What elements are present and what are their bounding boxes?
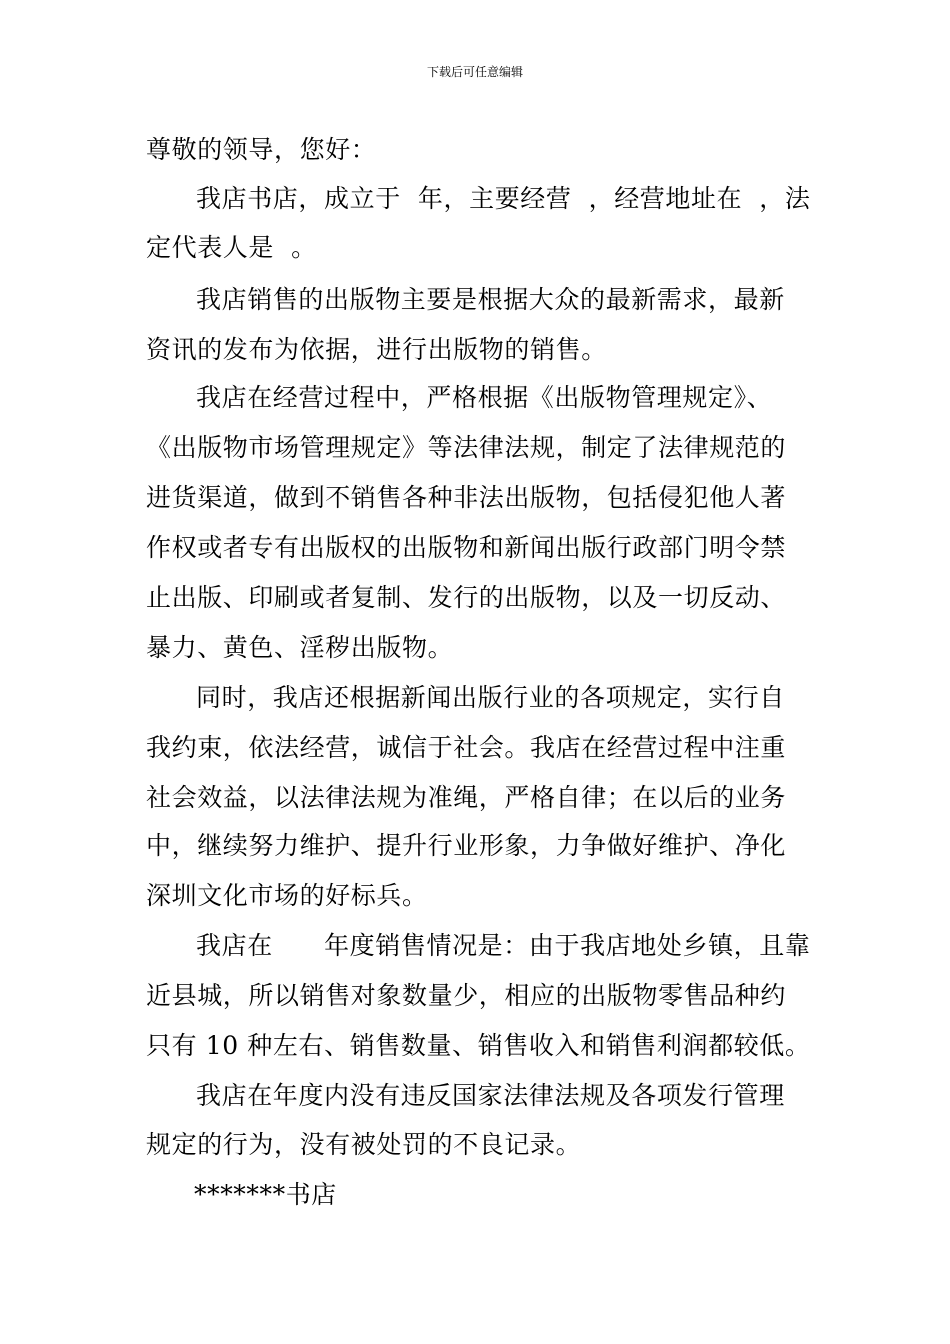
paragraph-line: 我店在 年度销售情况是：由于我店地处乡镇，且靠 (196, 931, 811, 960)
greeting: 尊敬的领导，您好： (146, 135, 377, 164)
paragraph-line: 同时，我店还根据新闻出版行业的各项规定，实行自 (196, 683, 785, 712)
paragraph-line: 深圳文化市场的好标兵。 (146, 881, 428, 910)
paragraph-line: 止出版、印刷或者复制、发行的出版物，以及一切反动、 (146, 583, 787, 612)
paragraph-line: 中，继续努力维护、提升行业形象，力争做好维护、净化 (146, 831, 787, 860)
paragraph-line: 进货渠道，做到不销售各种非法出版物，包括侵犯他人著 (146, 483, 787, 512)
paragraph-line: 我店在经营过程中，严格根据《出版物管理规定》、 (196, 383, 773, 412)
paragraph-line: 只有 10 种左右、销售数量、销售收入和销售利润都较低。 (146, 1031, 811, 1060)
paragraph-line: 我约束，依法经营，诚信于社会。我店在经营过程中注重 (146, 733, 787, 762)
paragraph-line: 资讯的发布为依据，进行出版物的销售。 (146, 335, 607, 364)
paragraph-line: 规定的行为，没有被处罚的不良记录。 (146, 1130, 582, 1159)
paragraph-line: 近县城，所以销售对象数量少，相应的出版物零售品种约 (146, 981, 787, 1010)
paragraph-line: 我店销售的出版物主要是根据大众的最新需求，最新 (196, 285, 785, 314)
paragraph-line: 我店书店，成立于 年，主要经营 ，经营地址在 ，法 (196, 184, 811, 213)
paragraph-line: 定代表人是 。 (146, 233, 317, 262)
paragraph-line: 作权或者专有出版权的出版物和新闻出版行政部门明令禁 (146, 533, 787, 562)
paragraph-line: 《出版物市场管理规定》等法律法规，制定了法律规范的 (146, 433, 787, 462)
signature: *******书店 (194, 1180, 337, 1209)
paragraph-line: 我店在年度内没有违反国家法律法规及各项发行管理 (196, 1081, 785, 1110)
header-note: 下载后可任意编辑 (426, 65, 523, 79)
paragraph-line: 暴力、黄色、淫秽出版物。 (146, 633, 454, 662)
paragraph-line: 社会效益，以法律法规为准绳，严格自律；在以后的业务 (146, 783, 787, 812)
